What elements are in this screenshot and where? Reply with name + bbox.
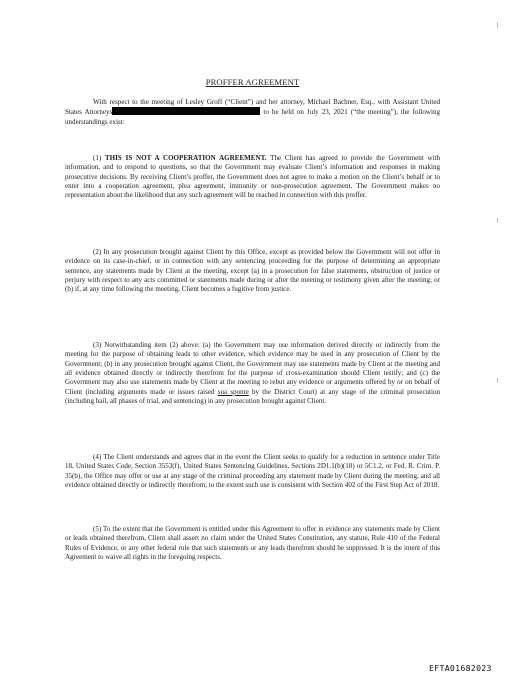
intro-paragraph xyxy=(65,98,440,127)
intro-text-end: to be held on July 23, 2021 (“the meeting”), the following understandings exist: xyxy=(65,108,440,126)
paragraph-3 xyxy=(65,341,440,406)
paragraph-3-text: (3) Notwithstanding item (2) above: (a) the Government may use information derived directly or indirectly from the meeting for the purpose of obtaining leads to other evidence, which evidence may be used in any prosecution of Client by the Government; (b) in any prosecution brought against Client, the Government may use statements made by Client at the meeting and all evidence obtained directly or indirectly therefrom for the purpose of cross-examination should Client testify; and (c) the Government may also use statements made by Client at the meeting to rebut any evidence or arguments offered by or on behalf of Client (including arguments made or issues raised xyxy=(65,341,440,396)
intro-text-start: With respect to the meeting of Lesley Groff (“Client”) and her attorney, Michael Bachner, Esq., with Assistant United States Attorneys xyxy=(65,98,440,117)
paragraph-1-heading: THIS IS NOT A COOPERATION AGREEMENT. xyxy=(104,154,267,162)
paragraph-2-text: (2) In any prosecution brought against Client by this Office, except as provided below the Government will not offer in evidence on its case-in-chief, or in connection with any sentencing proceeding for the purpose of determining an appropriate sentence, any statements made by Client at the meeting, except (a) in a prosecution for false statements, obstruction of justice or perjury with respect to any acts committed or statements made during or after the meeting or testimony given after the meeting; or (b) if, at any time following the meeting, Client becomes a fugitive from justice. xyxy=(65,248,440,294)
paragraph-1-text: The Client has agreed to provide the Government with information, and to respond to questions, so that the Government may evaluate Client’s information and responses in making prosecutive decisions. By receiving Client’s proffer, the Government does not agree to make a motion on the Client’s behalf or to enter into a cooperation agreement, plea agreement, immunity or non-prosecution agreement. The Government makes no representation about the likelihood that any such agreement will be reached in connection with this proffer. xyxy=(65,154,440,200)
bates-number: EFTA01682023 xyxy=(429,663,492,673)
paragraph-2 xyxy=(65,248,440,295)
scan-artifact xyxy=(497,22,498,28)
document-title: PROFFER AGREEMENT xyxy=(205,77,300,87)
paragraph-3-sua-sponte: sua sponte xyxy=(217,387,249,396)
paragraph-5 xyxy=(65,525,440,562)
paragraph-5-text: (5) To the extent that the Government is entitled under this Agreement to offer in evidence any statements made by Client or leads obtained therefrom, Client shall assert no claim under the United States Constitution, any statute, Rule 410 of the Federal Rules of Evidence, or any other federal rule that such statements or any leads therefrom should be suppressed. It is the intent of this Agreement to waive all rights in the foregoing respects. xyxy=(65,525,440,562)
redaction-box xyxy=(112,107,260,115)
scan-artifact xyxy=(497,378,498,383)
paragraph-3-text-end: by the District Court) at any stage of the criminal prosecution (including bail, all phases of trial, and sentencing) in any prosecution brought against Client. xyxy=(65,387,441,406)
paragraph-4-text: (4) The Client understands and agrees that in the event the Client seeks to qualify for a reduction in sentence under Title 18, United States Code, Section 3553(f), United States Sentencing Guidelines, Sections 2D1.1(b)(18) or 5C1.2, or Fed. R. Crim. P. 35(b), the Office may offer or use at any stage of the criminal proceeding any statement made by Client during the meeting, and all evidence obtained directly or indirectly therefrom, to the extent such use is consistent with Section 402 of the First Step Act of 2018. xyxy=(65,453,440,490)
paragraph-4 xyxy=(65,453,440,490)
paragraph-1-number: (1) xyxy=(93,154,102,162)
paragraph-1 xyxy=(65,154,440,201)
scan-artifact xyxy=(497,218,498,223)
